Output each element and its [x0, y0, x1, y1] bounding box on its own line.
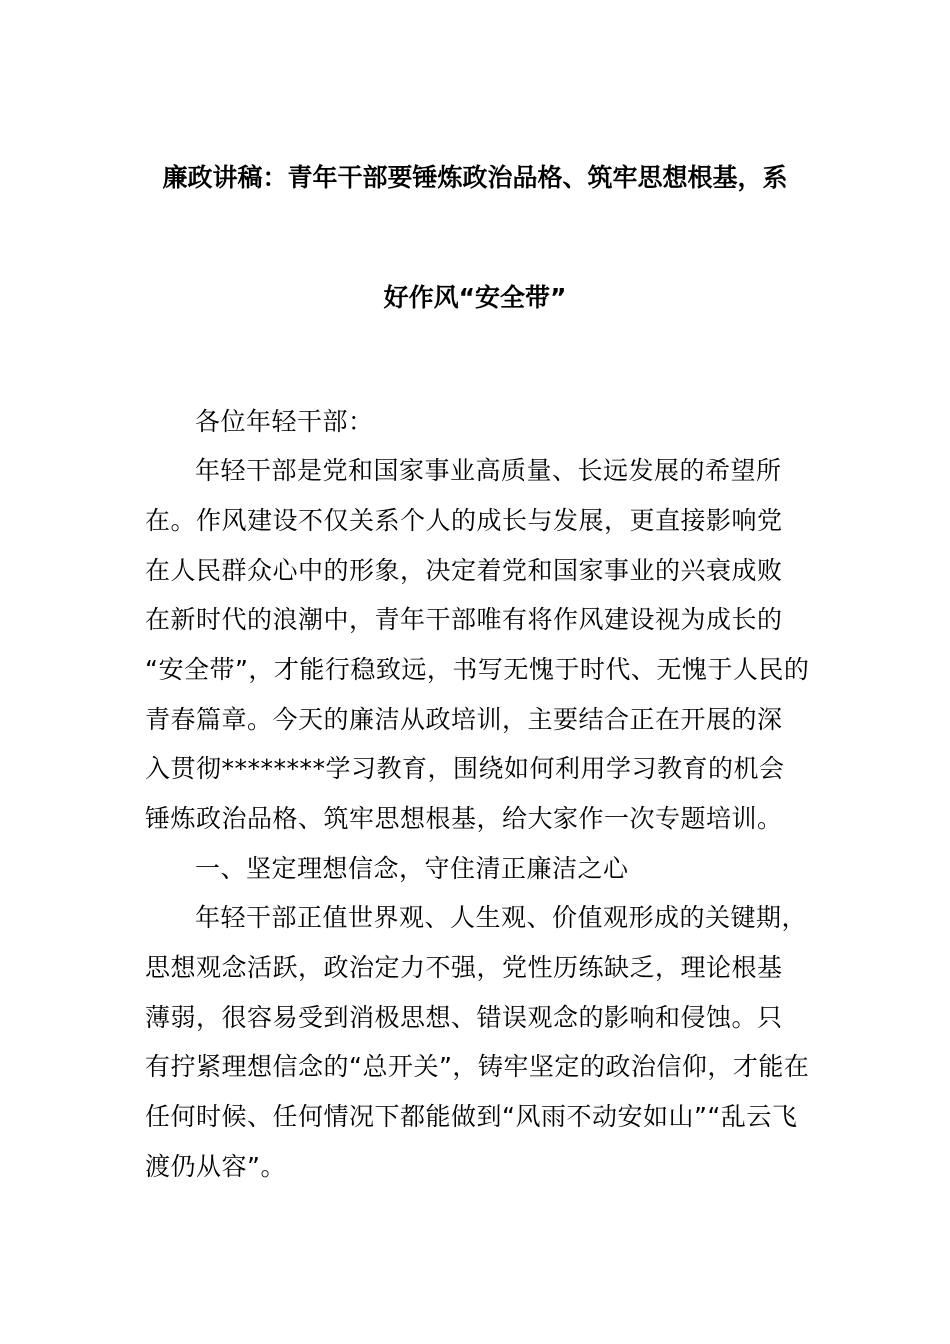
paragraph-1-line: 年轻干部是党和国家事业高质量、长远发展的希望所 — [195, 456, 782, 485]
paragraph-2-line: 薄弱，很容易受到消极思想、错误观念的影响和侵蚀。只 — [145, 1003, 783, 1032]
document-title-line-1: 廉政讲稿：青年干部要锤炼政治品格、筑牢思想根基，系 — [162, 163, 788, 192]
paragraph-2-line: 任何时候、任何情况下都能做到“风雨不动安如山”“乱云飞 — [145, 1102, 798, 1131]
paragraph-1-line: 入贯彻********学习教育，围绕如何利用学习教育的机会 — [145, 754, 785, 783]
salutation: 各位年轻干部： — [195, 407, 374, 436]
paragraph-1-line: “安全带”，才能行稳致远，书写无愧于时代、无愧于人民的 — [145, 655, 810, 684]
paragraph-1-line: 在人民群众心中的形象，决定着党和国家事业的兴衰成败 — [145, 556, 783, 585]
paragraph-1-line: 在。作风建设不仅关系个人的成长与发展，更直接影响党 — [145, 506, 783, 535]
paragraph-2-line: 有拧紧理想信念的“总开关”，铸牢坚定的政治信仰，才能在 — [145, 1052, 810, 1081]
paragraph-1-line: 锤炼政治品格、筑牢思想根基，给大家作一次专题培训。 — [145, 804, 783, 833]
paragraph-2-line: 年轻干部正值世界观、人生观、价值观形成的关键期， — [195, 903, 808, 932]
paragraph-2-line: 思想观念活跃，政治定力不强，党性历练缺乏，理论根基 — [145, 953, 783, 982]
paragraph-2-line: 渡仍从容”。 — [145, 1152, 286, 1181]
paragraph-1-line: 青春篇章。今天的廉洁从政培训，主要结合正在开展的深 — [145, 705, 783, 734]
section-1-heading: 一、坚定理想信念，守住清正廉洁之心 — [195, 854, 629, 883]
paragraph-1-line: 在新时代的浪潮中，青年干部唯有将作风建设视为成长的 — [145, 605, 783, 634]
document-title-line-2: 好作风“安全带” — [383, 283, 567, 312]
